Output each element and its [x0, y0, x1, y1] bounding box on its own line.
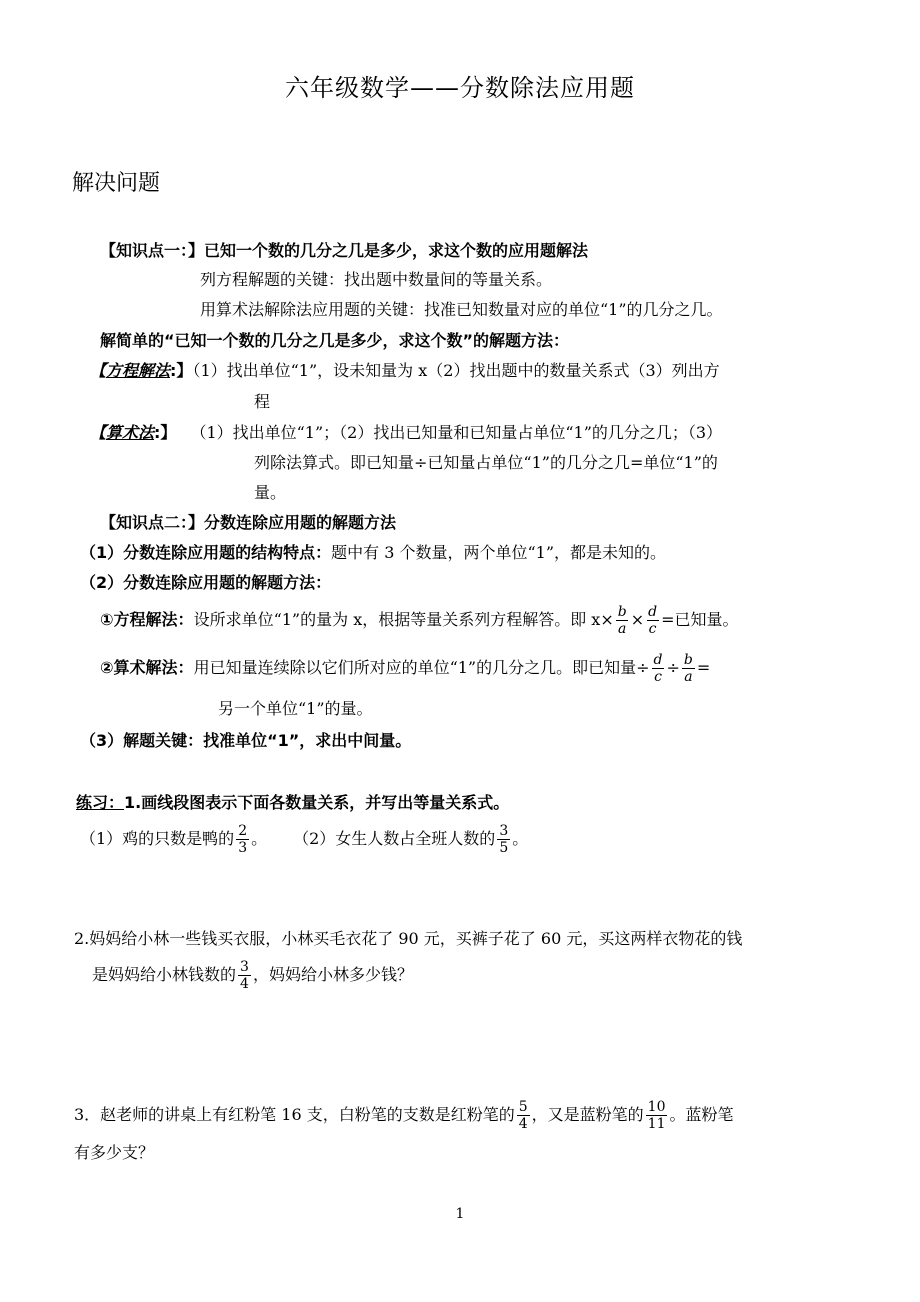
kp2-point3: （3）解题关键：找准单位“1”，求出中间量。: [80, 731, 412, 750]
section-heading: 解决问题: [72, 171, 161, 196]
kp1-line2: 用算术法解除法应用题的关键：找准已知数量对应的单位“1”的几分之几。: [200, 300, 723, 319]
kp2-method2: ②算术解法： 用已知量连续除以它们所对应的单位“1”的几分之几。即已知量÷ $\frac{d}{c}$ ÷ $\frac{b}{a}$ =: [100, 651, 711, 685]
fraction-10-over-11: $\frac{10}{11}$: [647, 1098, 666, 1132]
arithmetic-method-steps-end: 量。: [254, 483, 287, 502]
kp2-point2: （2）分数连除应用题的解题方法：: [80, 573, 332, 592]
exercise-q2-line1: 2.妈妈给小林一些钱买衣服，小林买毛衣花了 90 元，买裤子花了 60 元，买这两样衣物花的钱: [74, 929, 743, 948]
kp1-heading: 【知识点一：】已知一个数的几分之几是多少，求这个数的应用题解法: [100, 241, 589, 260]
equation-method-label: 方程解法: [106, 361, 171, 380]
page-number: 1: [455, 1206, 465, 1222]
fraction-d-over-c: $\frac{d}{c}$: [648, 603, 658, 637]
kp2-method2-cont: 另一个单位“1”的量。: [218, 699, 373, 718]
equation-method-steps-cont: 程: [254, 392, 271, 411]
arithmetic-method-label: 算术法: [106, 423, 155, 442]
exercise-q3-line1: 3．赵老师的讲桌上有红粉笔 16 支，白粉笔的支数是红粉笔的 $\frac{5}{4}$ ，又是蓝粉笔的 $\frac{10}{11}$ 。蓝粉笔: [74, 1098, 734, 1132]
kp2-heading: 【知识点二：】分数连除应用题的解题方法: [100, 513, 397, 532]
arithmetic-method-steps-cont: 列除法算式。即已知量÷已知量占单位“1”的几分之几=单位“1”的: [254, 453, 718, 472]
fraction-3-over-4: $\frac{3}{4}$: [240, 958, 249, 992]
arithmetic-method-row: 【算术法:】 （1）找出单位“1”；（2）找出已知量和已知量占单位“1”的几分之几；（3）: [90, 423, 723, 442]
exercise-label: 练习：: [76, 793, 125, 812]
exercise-q1-items: （1）鸡的只数是鸭的 $\frac{2}{3}$ 。 （2）女生人数占全班人数的 $\frac{3}{5}$ 。: [80, 822, 529, 856]
kp2-point1: （1）分数连除应用题的结构特点：题中有 3 个数量，两个单位“1”，都是未知的。: [80, 543, 667, 562]
page-title: 六年级数学——分数除法应用题: [285, 74, 635, 102]
kp2-method1: ①方程解法： 设所求单位“1”的量为 x，根据等量关系列方程解答。即 x× $\frac{b}{a}$ × $\frac{d}{c}$ =已知量。: [100, 603, 739, 637]
exercise-q3-line2: 有多少支？: [74, 1143, 155, 1162]
fraction-b-over-a: $\frac{b}{a}$: [617, 603, 627, 637]
equation-method-steps: （1）找出单位“1”，设未知量为 x（2）找出题中的数量关系式（3）列出方: [192, 361, 720, 380]
exercise-q2-line2: 是妈妈给小林钱数的 $\frac{3}{4}$ ，妈妈给小林多少钱？: [92, 958, 413, 992]
equation-method-row: 【方程解法:】（1）找出单位“1”，设未知量为 x（2）找出题中的数量关系式（3）列出方: [90, 361, 720, 380]
fraction-5-over-4: $\frac{5}{4}$: [518, 1098, 528, 1132]
fraction-3-over-5: $\frac{3}{5}$: [499, 822, 509, 856]
kp1-line1: 列方程解题的关键：找出题中数量间的等量关系。: [200, 270, 553, 289]
kp1-method-intro: 解简单的“已知一个数的几分之几是多少，求这个数”的解题方法：: [100, 331, 570, 350]
arithmetic-method-steps: （1）找出单位“1”；（2）找出已知量和已知量占单位“1”的几分之几；（3）: [190, 423, 723, 442]
fraction-d-over-c-2: $\frac{d}{c}$: [653, 651, 663, 685]
fraction-2-over-3: $\frac{2}{3}$: [238, 822, 248, 856]
exercise-q1-title: 练习：1.画线段图表示下面各数量关系，并写出等量关系式。: [76, 793, 510, 812]
fraction-b-over-a-2: $\frac{b}{a}$: [683, 651, 693, 685]
